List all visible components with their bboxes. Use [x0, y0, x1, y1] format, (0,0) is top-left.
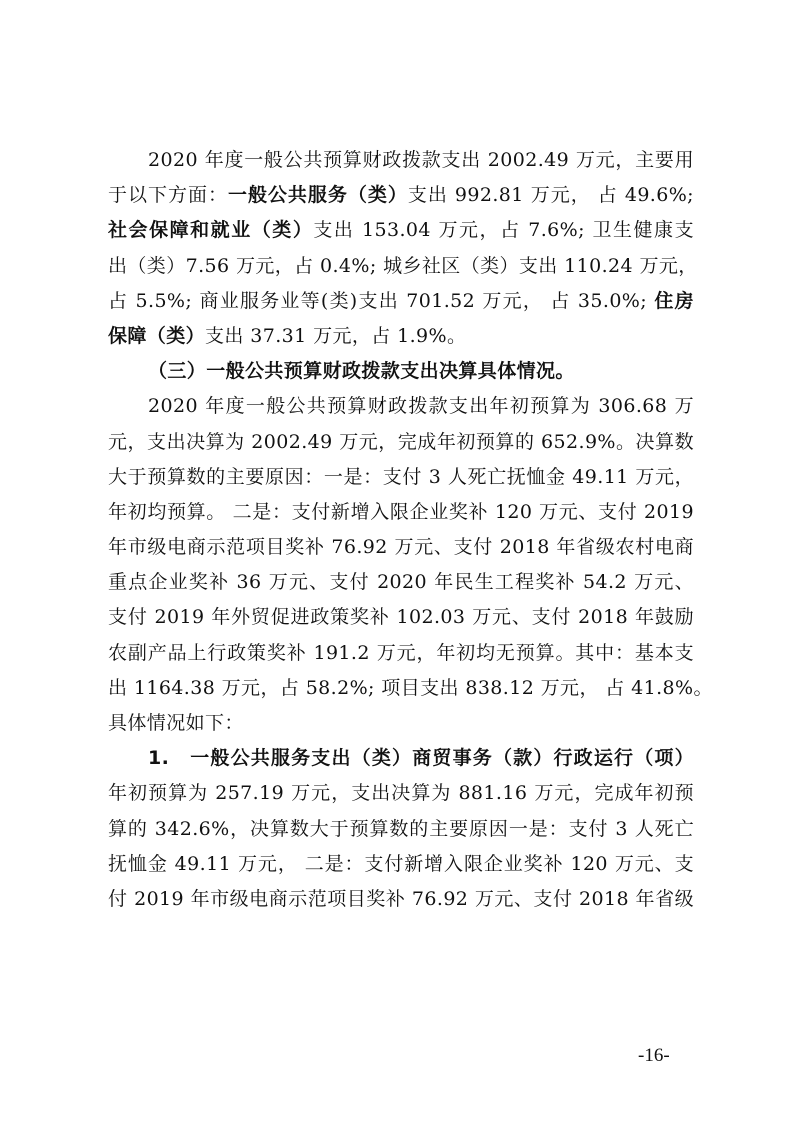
text-run: 重点企业奖补 36 万元、支付 2020 年民生工程奖补 54.2 万元、: [108, 571, 694, 594]
text-run: 元，支出决算为 2002.49 万元，完成年初预算的 652.9%。决算数: [108, 430, 694, 453]
text-line-6: [108, 319, 694, 354]
text-line-5: [108, 284, 694, 319]
text-run: 支出 992.81 万元， 占 49.6%;: [407, 184, 694, 207]
bold-text-run: 1. 一般公共服务支出（类）商贸事务（款）行政运行（项）: [148, 747, 694, 770]
text-line-20: [108, 812, 694, 847]
text-run: 大于预算数的主要原因：一是：支付 3 人死亡抚恤金 49.11 万元，: [108, 465, 694, 488]
text-line-16: [108, 671, 713, 706]
text-line-14: [108, 600, 694, 635]
text-run: 年市级电商示范项目奖补 76.92 万元、支付 2018 年省级农村电商: [108, 536, 694, 559]
text-run: 支出 153.04 万元，占 7.6%; 卫生健康支: [313, 219, 694, 242]
section-heading: [108, 354, 694, 389]
text-run: 具体情况如下：: [108, 712, 244, 734]
text-run: 支出 37.31 万元，占 1.9%。: [205, 324, 467, 347]
text-line-4: [108, 249, 698, 284]
text-run: 抚恤金 49.11 万元， 二是：支付新增入限企业奖补 120 万元、支: [108, 852, 694, 875]
text-run: 付 2019 年市级电商示范项目奖补 76.92 万元、支付 2018 年省级: [108, 887, 694, 910]
body-text: [108, 143, 713, 917]
text-run: 支付 2019 年外贸促进政策奖补 102.03 万元、支付 2018 年鼓励: [108, 606, 694, 629]
text-line-3: [108, 213, 694, 248]
text-run: 2020 年度一般公共预算财政拨款支出年初预算为 306.68 万: [148, 395, 694, 418]
page-number: -16-: [638, 1045, 670, 1066]
bold-text-run: 一般公共服务（类）: [227, 184, 408, 207]
bold-text-run: （三）一般公共预算财政拨款支出决算具体情况。: [148, 360, 575, 383]
text-line-1: [108, 143, 694, 178]
text-line-13: [108, 565, 694, 600]
text-line-21: [108, 847, 694, 882]
text-run: 算的 342.6%，决算数大于预算数的主要原因一是：支付 3 人死亡: [108, 817, 694, 840]
bold-text-run: 社会保障和就业（类）: [108, 219, 314, 242]
text-run: 于以下方面：: [108, 184, 228, 207]
text-line-10: [108, 460, 694, 495]
text-line-22: [108, 882, 694, 917]
bold-text-run: 住房: [654, 289, 695, 312]
bold-text-run: 保障（类）: [108, 324, 206, 347]
text-run: 农副产品上行政策奖补 191.2 万元，年初均无预算。其中：基本支: [108, 641, 694, 664]
text-line-9: [108, 425, 694, 460]
text-run: 占 5.5%; 商业服务业等(类)支出 701.52 万元， 占 35.0%;: [108, 289, 655, 312]
text-line-17: [108, 706, 694, 741]
text-run: 2020 年度一般公共预算财政拨款支出 2002.49 万元，主要用: [148, 149, 694, 171]
text-line-19: [108, 776, 694, 811]
subsection-heading: [108, 741, 694, 776]
text-line-2: [108, 178, 694, 213]
text-run: 年初均预算。 二是：支付新增入限企业奖补 120 万元、支付 2019: [108, 500, 694, 523]
text-run: 出（类）7.56 万元，占 0.4%; 城乡社区（类）支出 110.24 万元，: [108, 254, 698, 277]
text-run: 出 1164.38 万元，占 58.2%; 项目支出 838.12 万元， 占 41.8%。: [108, 676, 713, 699]
text-line-15: [108, 636, 694, 671]
text-line-12: [108, 530, 694, 565]
text-line-8: [108, 389, 694, 424]
text-line-11: [108, 495, 694, 530]
text-run: 年初预算为 257.19 万元，支出决算为 881.16 万元，完成年初预: [108, 782, 694, 805]
